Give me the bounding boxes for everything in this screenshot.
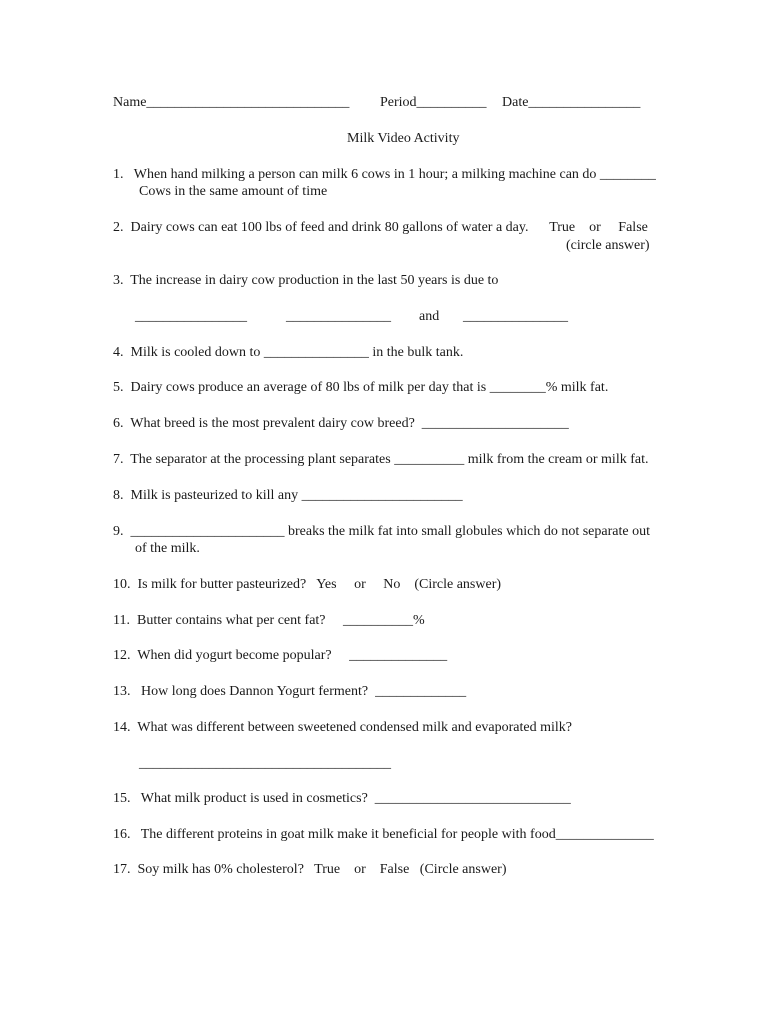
question-14-answer-blank[interactable]: ____________________________________ [139,756,391,771]
question-3-blank-2[interactable]: _______________ [286,309,391,324]
question-3-and: and [419,309,440,324]
period-field[interactable]: Period__________ [380,95,487,110]
question-7: 7. The separator at the processing plant separates __________ milk from the cream or milk fat. [113,452,649,467]
page-title: Milk Video Activity [347,131,460,146]
question-2: 2. Dairy cows can eat 100 lbs of feed and drink 80 gallons of water a day. True or False [113,220,648,235]
name-field[interactable]: Name_____________________________ [113,95,350,110]
question-1-continuation: Cows in the same amount of time [139,184,328,199]
question-3: 3. The increase in dairy cow production in the last 50 years is due to [113,273,499,288]
question-4: 4. Milk is cooled down to _______________ in the bulk tank. [113,345,464,360]
date-field[interactable]: Date________________ [502,95,641,110]
question-14: 14. What was different between sweetened condensed milk and evaporated milk? [113,720,572,735]
question-1: 1. When hand milking a person can milk 6 cows in 1 hour; a milking machine can do ________ [113,167,656,182]
question-16: 16. The different proteins in goat milk make it beneficial for people with food______________ [113,827,654,842]
question-17: 17. Soy milk has 0% cholesterol? True or False (Circle answer) [113,862,507,877]
question-13: 13. How long does Dannon Yogurt ferment? _____________ [113,684,467,699]
question-12: 12. When did yogurt become popular? ______________ [113,648,448,663]
question-5: 5. Dairy cows produce an average of 80 lbs of milk per day that is ________% milk fat. [113,380,609,395]
question-8: 8. Milk is pasteurized to kill any _______________________ [113,488,463,503]
question-6: 6. What breed is the most prevalent dairy cow breed? _____________________ [113,416,569,431]
question-11: 11. Butter contains what per cent fat? __________% [113,613,425,628]
question-15: 15. What milk product is used in cosmetics? ____________________________ [113,791,571,806]
question-9: 9. ______________________ breaks the milk fat into small globules which do not separate out [113,524,650,539]
question-10: 10. Is milk for butter pasteurized? Yes or No (Circle answer) [113,577,502,592]
question-3-blank-1[interactable]: ________________ [135,309,247,324]
question-9-continuation: of the milk. [135,541,200,556]
question-2-instruction: (circle answer) [566,238,650,253]
question-3-blank-3[interactable]: _______________ [463,309,568,324]
